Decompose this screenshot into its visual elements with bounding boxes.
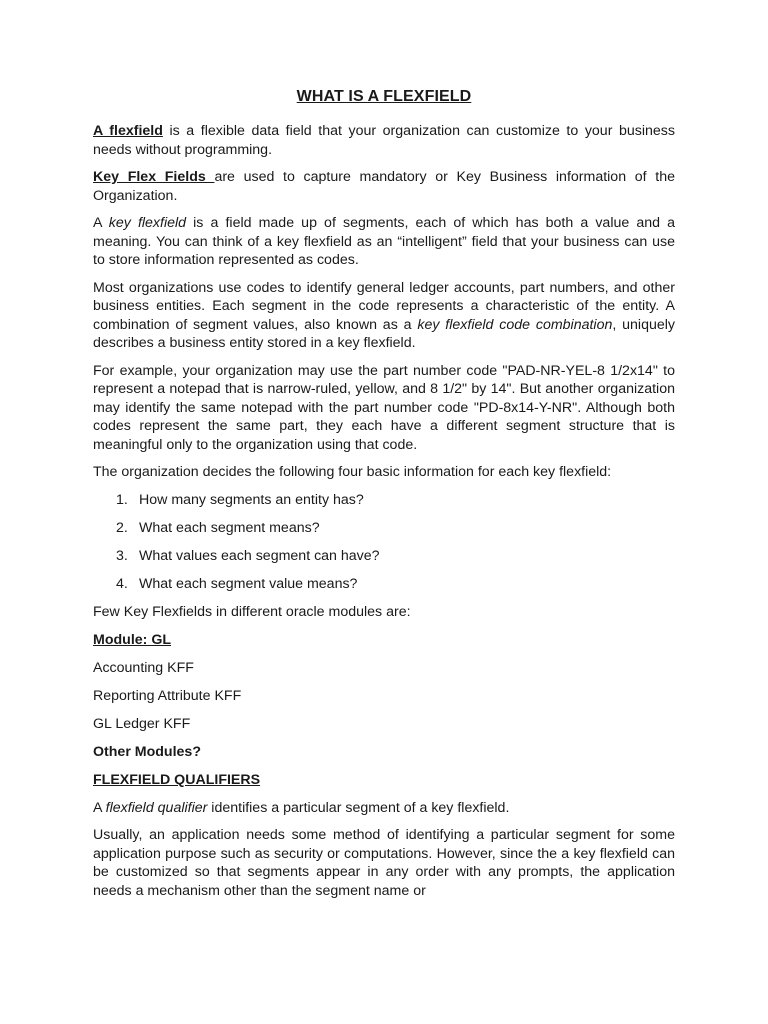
paragraph-key-flexfield-segments [93,214,675,270]
paragraph-text: , uniquely describes a business entity stored in a key flexfield. [93,316,675,351]
list-item [93,547,675,566]
paragraph-text: Most organizations use codes to identify general ledger accounts, part numbers, and other business entities. Each segment in the code represents a characteristic of the entity. A combination of segment values, also known as a [93,279,675,333]
paragraph-text: identifies a particular segment of a key flexfield. [207,799,510,816]
term-key-flexfield: key flexfield [108,215,187,231]
term-flexfield: A flexfield [93,123,163,139]
list-text: How many segments an entity has? [139,491,364,508]
gl-item-ledger: GL Ledger KFF [93,715,191,732]
heading-module-gl: Module: GL [93,631,172,648]
paragraph-text: is a flexible data field that your organization can customize to your business needs without programming. [93,123,675,158]
paragraph-four-basics: The organization decides the following four basic information for each key flexfield: [93,464,612,480]
four-basics-list [93,491,675,594]
term-flexfield-qualifier: flexfield qualifier [105,799,208,816]
list-number: 4. [116,575,128,592]
paragraph-text: A [93,215,109,231]
list-text: What values each segment can have? [139,547,380,564]
paragraph-text: are used to capture mandatory or Key Business information of the Organization. [93,169,675,204]
paragraph-codes [93,279,675,353]
paragraph-text: A [93,799,106,816]
paragraph-qualifier-definition [93,799,675,818]
list-item [93,519,675,538]
list-text: What each segment means? [139,519,320,536]
paragraph-key-flex-fields [93,168,675,205]
list-number: 1. [116,491,128,508]
list-number: 2. [116,519,128,536]
list-item [93,575,675,594]
list-item [93,491,675,510]
paragraph-qualifier-usage: Usually, an application needs some method of identifying a particular segment for some application purpose such as security or computations. However, since the a key flexfield can be customized so that segments appear in any order with any prompts, the application needs a mechanism other than the segment name or [93,827,675,899]
list-number: 3. [116,547,128,564]
page-title: WHAT IS A FLEXFIELD [296,88,472,105]
heading-other-modules: Other Modules? [93,743,201,760]
heading-flexfield-qualifiers: FLEXFIELD QUALIFIERS [93,771,261,788]
paragraph-text: is a field made up of segments, each of which has both a value and a meaning. You can think of a key flexfield as an “intelligent” field that your business can use to store information represented as codes. [93,215,676,268]
term-key-flex-fields: Key Flex Fields [93,169,215,185]
paragraph-example: For example, your organization may use the part number code "PAD-NR-YEL-8 1/2x14" to represent a notepad that is narrow-ruled, yellow, and 8 1/2" by 14". But another organization may identify the same notepad with the part number code "PD-8x14-Y-NR". Although both codes represent the same part, they each have a different segment structure that is meaningful only to the organization using that code. [93,362,675,453]
gl-item-accounting: Accounting KFF [93,659,194,676]
term-code-combination: key flexfield code combination [417,316,613,333]
gl-item-reporting-attribute: Reporting Attribute KFF [93,687,242,704]
paragraph-oracle-modules: Few Key Flexfields in different oracle modules are: [93,603,411,620]
paragraph-flexfield-definition [93,122,675,159]
list-text: What each segment value means? [139,575,358,592]
